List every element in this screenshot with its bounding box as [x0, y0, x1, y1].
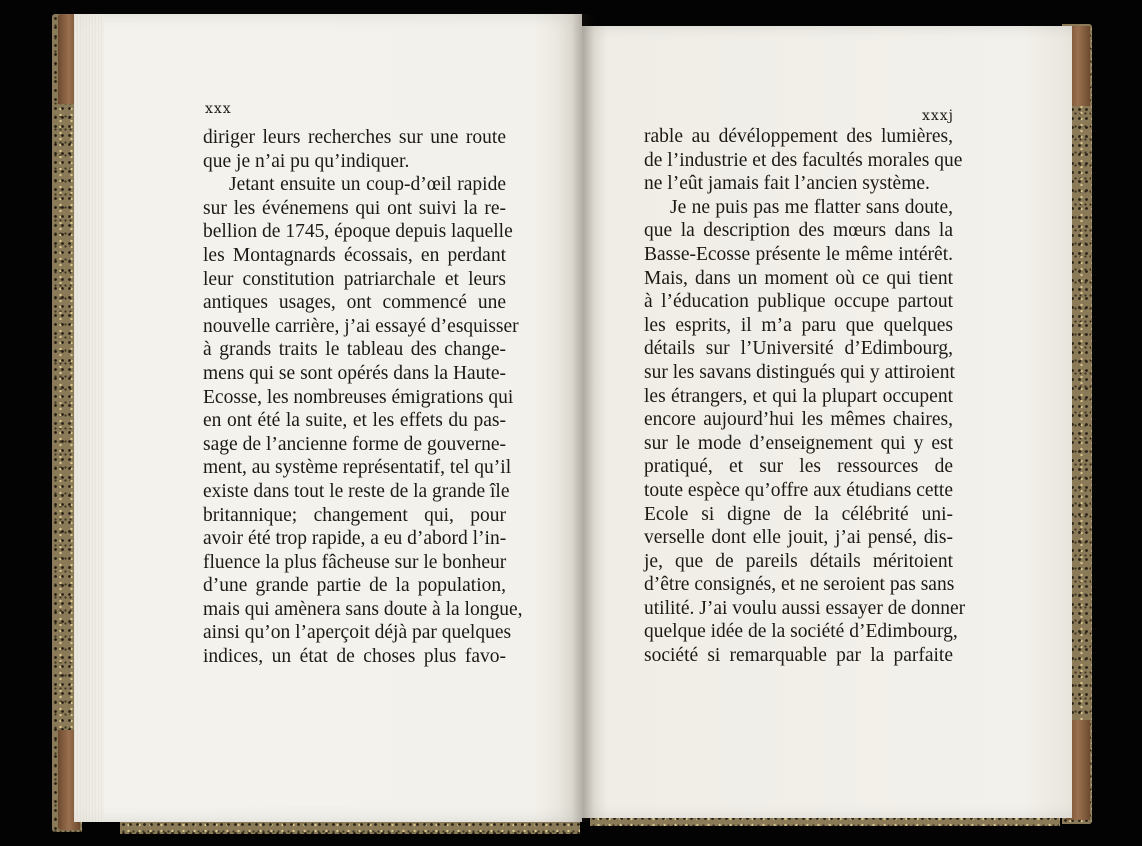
text-line: en ont été la suite, et les effets du pas-: [203, 410, 506, 432]
text-line: je, que de pareils détails méritoient: [644, 550, 953, 572]
text-line: sur les savans distingués qui y attiroient: [644, 361, 955, 383]
text-line: les étrangers, et qui la plupart occupent: [644, 385, 953, 407]
right-page-running-head: xxxj: [922, 108, 955, 124]
text-line: société si remarquable par la parfaite: [644, 645, 953, 667]
text-line: Mais, dans un moment où ce qui tient: [644, 267, 953, 289]
left-page-running-head: xxx: [205, 101, 232, 117]
text-line: diriger leurs recherches sur une route: [203, 127, 506, 148]
left-page-fore-edges: [74, 14, 104, 822]
text-line: nouvelle carrière, j’ai essayé d’esquisser: [203, 315, 519, 337]
text-line: les Montagnards écossais, en perdant: [203, 244, 506, 266]
text-line: Basse-Ecosse présente le même intérêt.: [644, 243, 953, 265]
text-line: leur constitution patriarchale et leurs: [203, 268, 506, 290]
text-line: que je n’ai pu qu’indiquer.: [203, 150, 410, 172]
text-line: antiques usages, ont commencé une: [203, 292, 506, 314]
text-line: sur le mode d’enseignement qui y est: [644, 432, 953, 454]
right-page-text: [644, 125, 966, 668]
text-line: sage de l’ancienne forme de gouverne-: [203, 433, 506, 455]
text-line: ainsi qu’on l’aperçoit déjà par quelques: [203, 622, 512, 644]
text-line: Je ne puis pas me flatter sans doute,: [670, 196, 953, 218]
text-line: ment, au système représentatif, tel qu’il: [203, 457, 512, 479]
book-gutter: [572, 14, 594, 822]
text-line: bellion de 1745, époque depuis laquelle: [203, 221, 513, 243]
text-line: mais qui amènera sans doute à la longue,: [203, 598, 523, 620]
text-line: quelque idée de la société d’Edimbourg,: [644, 621, 958, 643]
text-line: indices, un état de choses plus favo-: [203, 646, 506, 668]
text-line: sur les événemens qui ont suivi la re-: [203, 197, 506, 219]
text-line: Ecole si digne de la célébrité uni-: [644, 503, 953, 525]
text-line: à grands traits le tableau des change-: [203, 339, 506, 361]
text-line: toute espèce qu’offre aux étudians cette: [644, 479, 953, 501]
bottom-endpaper-edge-left: [120, 820, 580, 834]
text-line: utilité. J’ai voulu aussi essayer de donner: [644, 597, 966, 619]
text-line: de l’industrie et des facultés morales que: [644, 149, 963, 171]
text-line: fluence la plus fâcheuse sur le bonheur: [203, 551, 507, 573]
text-line: rable au dévéloppement des lumières,: [644, 126, 953, 147]
text-line: que la description des mœurs dans la: [644, 220, 953, 242]
text-line: à l’éducation publique occupe partout: [644, 291, 953, 313]
text-line: les esprits, il m’a paru que quelques: [644, 314, 953, 336]
text-line: avoir été trop rapide, a eu d’abord l’in-: [203, 528, 507, 550]
text-line: pratiqué, et sur les ressources de: [644, 456, 953, 478]
text-line: Ecosse, les nombreuses émigrations qui: [203, 386, 514, 408]
text-line: détails sur l’Université d’Edimbourg,: [644, 338, 953, 360]
text-line: mens qui se sont opérés dans la Haute-: [203, 362, 506, 384]
text-line: britannique; changement qui, pour: [203, 504, 506, 526]
text-line: existe dans tout le reste de la grande île: [203, 480, 510, 502]
left-page-text: [203, 126, 523, 669]
text-line: d’une grande partie de la population,: [203, 575, 506, 597]
text-line: Jetant ensuite un coup-d’œil rapide: [229, 174, 506, 196]
text-line: d’être consignés, et ne seroient pas sans: [644, 574, 955, 596]
text-line: verselle dont elle jouit, j’ai pensé, dis-: [644, 527, 953, 549]
text-line: ne l’eût jamais fait l’ancien système.: [644, 173, 930, 195]
text-line: encore aujourd’hui les mêmes chaires,: [644, 409, 953, 431]
